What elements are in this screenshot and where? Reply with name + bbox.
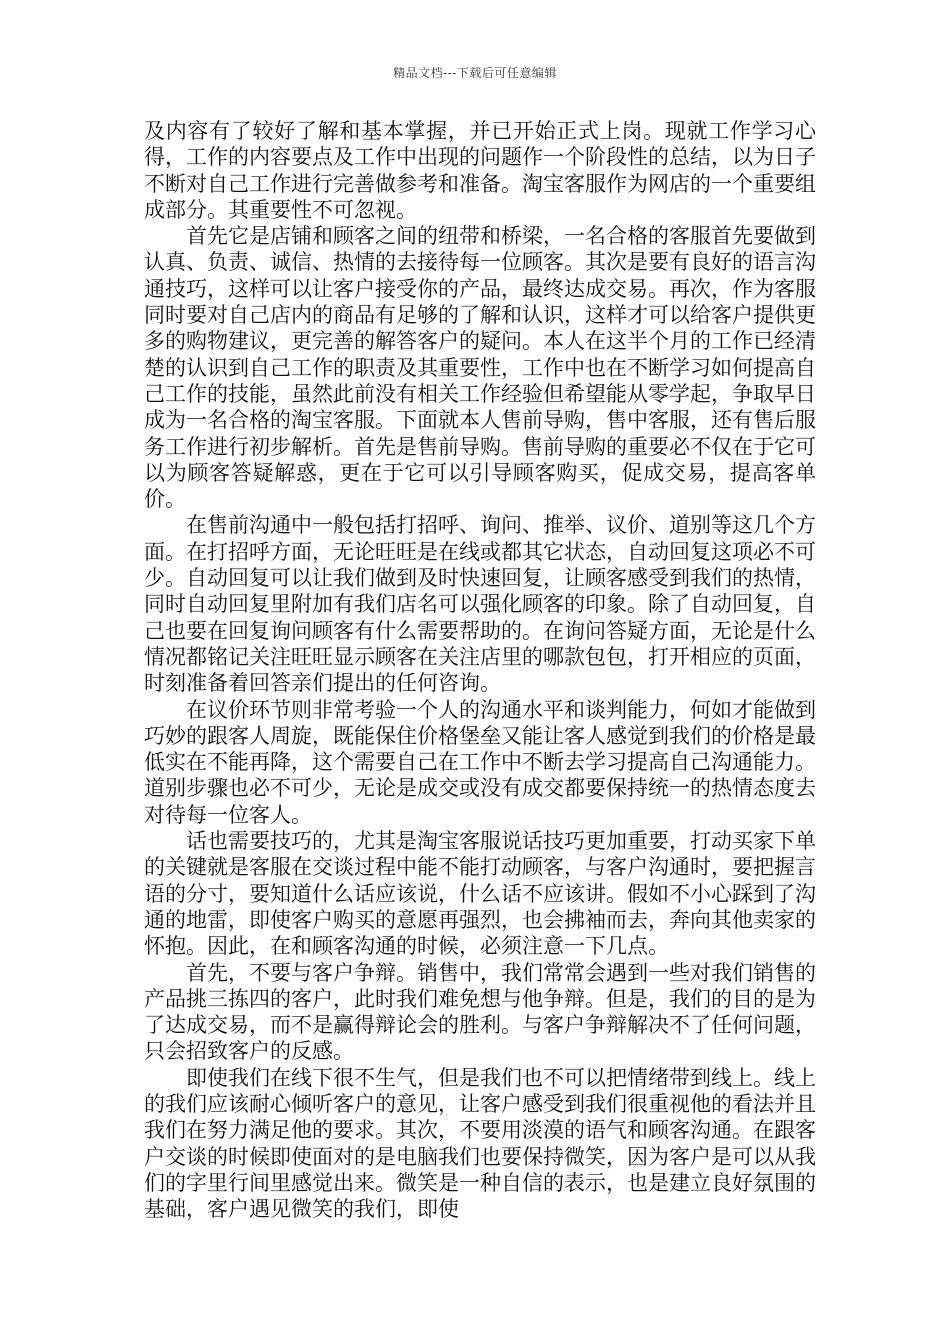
paragraph-3: 在售前沟通中一般包括打招呼、询问、推举、议价、道别等这几个方面。在打招呼方面，无论旺旺是在线或都其它状态，自动回复这项必不可少。自动回复可以让我们做到及时快速回复，让顾客感受到我们的热情，同时自动回复里附加有我们店名可以强化顾客的印象。除了自动回复，自己也要在回复询问顾客有什么需要帮助的。在询问答疑方面，无论是什么情况都铭记关注旺旺显示顾客在关注店里的哪款包包，打开相应的页面，时刻准备着回答亲们提出的任何咨询。 xyxy=(144,513,816,696)
paragraph-5: 话也需要技巧的，尤其是淘宝客服说话技巧更加重要，打动买家下单的关键就是客服在交谈过程中能不能打动顾客，与客户沟通时，要把握言语的分寸，要知道什么话应该说，什么话不应该讲。假如不小心踩到了沟通的地雷，即使客户购买的意愿再强烈，也会拂袖而去，奔向其他卖家的怀抱。因此，在和顾客沟通的时候，必须注意一下几点。 xyxy=(144,829,816,959)
paragraph-4: 在议价环节则非常考验一个人的沟通水平和谈判能力，何如才能做到巧妙的跟客人周旋，既能保住价格堡垒又能让客人感觉到我们的价格是最低实在不能再降，这个需要自己在工作中不断去学习提高自己沟通能力。道别步骤也必不可少，无论是成交或没有成交都要保持统一的热情态度去对待每一位客人。 xyxy=(144,697,816,827)
paragraph-6: 首先，不要与客户争辩。销售中，我们常常会遇到一些对我们销售的产品挑三拣四的客户，此时我们难免想与他争辩。但是，我们的目的是为了达成交易，而不是赢得辩论会的胜利。与客户争辩解决不了任何问题，只会招致客户的反感。 xyxy=(144,960,816,1064)
paragraph-1: 及内容有了较好了解和基本掌握，并已开始正式上岗。现就工作学习心得，工作的内容要点及工作中出现的问题作一个阶段性的总结，以为日子不断对自己工作进行完善做参考和准备。淘宝客服作为网店的一个重要组成部分。其重要性不可忽视。 xyxy=(144,119,816,222)
document-body xyxy=(144,118,816,1222)
page-header: 精品文档---下载后可任意编辑 xyxy=(393,66,557,80)
paragraph-2: 首先它是店铺和顾客之间的纽带和桥梁，一名合格的客服首先要做到认真、负责、诚信、热情的去接待每一位顾客。其次是要有良好的语言沟通技巧，这样可以让客户接受你的产品，最终达成交易。再次，作为客服同时要对自己店内的商品有足够的了解和认识，这样才可以给客户提供更多的购物建议，更完善的解答客户的疑问。本人在这半个月的工作已经清楚的认识到自己工作的职责及其重要性，工作中也在不断学习如何提高自己工作的技能，虽然此前没有相关工作经验但希望能从零学起，争取早日成为一名合格的淘宝客服。下面就本人售前导购，售中客服，还有售后服务工作进行初步解析。首先是售前导购。售前导购的重要必不仅在于它可以为顾客答疑解惑，更在于它可以引导顾客购买，促成交易，提高客单价。 xyxy=(144,224,816,512)
paragraph-7: 即使我们在线下很不生气，但是我们也不可以把情绪带到线上。线上的我们应该耐心倾听客户的意见，让客户感受到我们很重视他的看法并且我们在努力满足他的要求。其次，不要用淡漠的语气和顾客沟通。在跟客户交谈的时候即使面对的是电脑我们也要保持微笑，因为客户是可以从我们的字里行间里感觉出来。微笑是一种自信的表示，也是建立良好氛围的基础，客户遇见微笑的我们，即使 xyxy=(144,1065,816,1222)
